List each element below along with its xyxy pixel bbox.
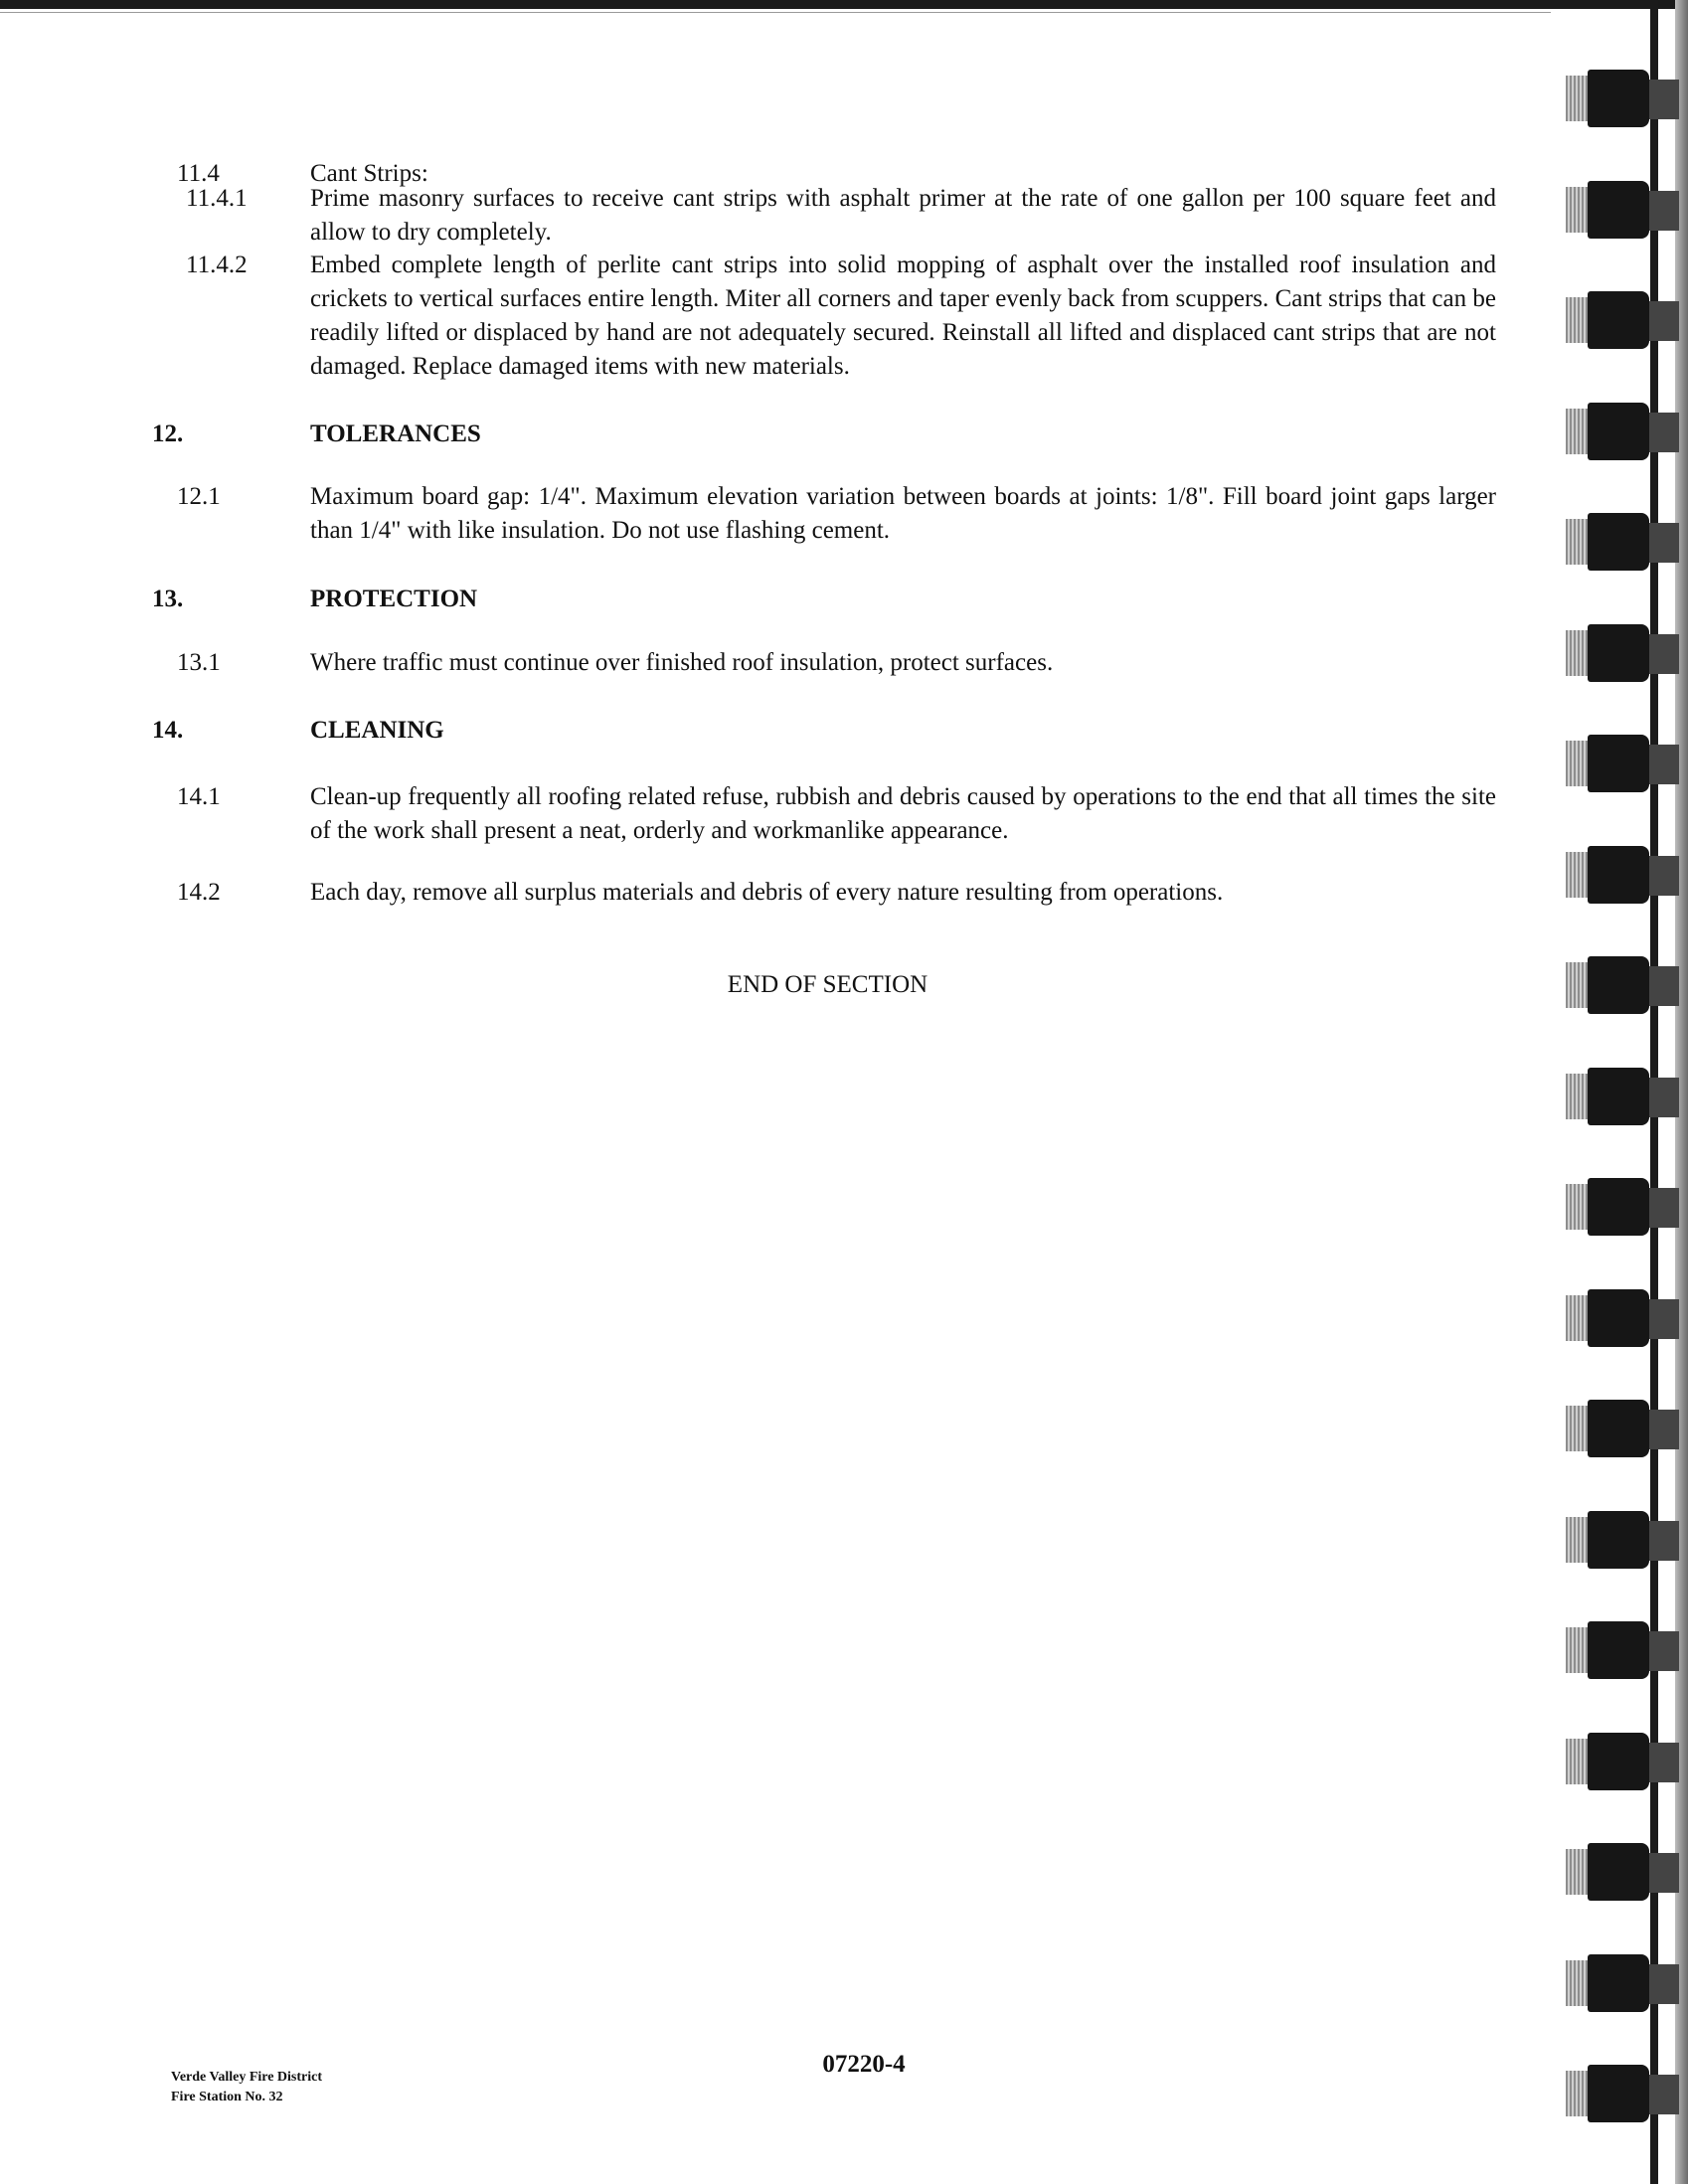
binding-coil-part (1649, 1078, 1679, 1117)
footer-org-line1: Verde Valley Fire District (171, 2070, 323, 2085)
section-title: CLEANING (310, 717, 444, 744)
binding-coil-part (1588, 291, 1649, 349)
item-number: 11.4.1 (186, 185, 248, 212)
binding-coil-part (1649, 745, 1679, 784)
binding-coil (1566, 1733, 1685, 1790)
binding-coil-part (1588, 513, 1649, 571)
item-text: Maximum board gap: 1/4". Maximum elevation variation between boards at joints: 1/8". Fill board joint gaps larger than 1/4" with like insulation. Do not use flashing cement. (310, 483, 1496, 544)
item-text: Each day, remove all surplus materials and debris of every nature resulting from operations. (310, 879, 1224, 906)
binding-coil (1566, 1289, 1685, 1347)
binding-coil (1566, 1621, 1685, 1679)
end-of-section: END OF SECTION (727, 971, 928, 998)
section-number: 13. (152, 586, 184, 612)
binding-coil (1566, 181, 1685, 239)
binding-coil-part (1649, 966, 1679, 1006)
binding-coil (1566, 1843, 1685, 1901)
binding-coil (1566, 1068, 1685, 1125)
subsection-number: 11.4 (177, 160, 220, 187)
section-title: PROTECTION (310, 586, 478, 612)
item-text: Clean-up frequently all roofing related refuse, rubbish and debris caused by operations to the end that all times the site of the work shall present a neat, orderly and workmanlike appearance. (310, 783, 1496, 844)
item-text: Prime masonry surfaces to receive cant strips with asphalt primer at the rate of one gallon per 100 square feet and allow to dry completely. (310, 185, 1496, 246)
binding-coil-part (1649, 856, 1679, 896)
spiral-binding (1556, 0, 1688, 2184)
binding-coil (1566, 291, 1685, 349)
binding-coil-part (1588, 735, 1649, 792)
binding-coil (1566, 403, 1685, 460)
binding-coil-part (1649, 1853, 1679, 1893)
binding-coil-part (1588, 1289, 1649, 1347)
section-number: 14. (152, 717, 184, 744)
binding-coil-part (1588, 1511, 1649, 1569)
binding-coil-part (1588, 956, 1649, 1014)
section-number: 12. (152, 420, 184, 447)
binding-coil-part (1649, 80, 1679, 119)
binding-coil-part (1649, 523, 1679, 563)
binding-coil-part (1649, 1410, 1679, 1449)
binding-coil-part (1588, 1068, 1649, 1125)
binding-coil-part (1649, 634, 1679, 674)
binding-coil-part (1649, 1631, 1679, 1671)
binding-coil-part (1649, 1964, 1679, 2004)
binding-coil-part (1649, 191, 1679, 231)
binding-coil-part (1649, 301, 1679, 341)
subsection-title: Cant Strips: (310, 160, 428, 187)
item-number: 14.1 (177, 783, 221, 810)
binding-coil-part (1588, 70, 1649, 127)
binding-coil-part (1588, 1621, 1649, 1679)
item-number: 13.1 (177, 649, 221, 676)
binding-coil (1566, 1511, 1685, 1569)
item-number: 11.4.2 (186, 252, 248, 278)
binding-coil (1566, 956, 1685, 1014)
page-number: 07220-4 (822, 2051, 906, 2078)
binding-coil-part (1649, 2075, 1679, 2114)
binding-coil (1566, 1954, 1685, 2012)
item-number: 12.1 (177, 483, 221, 510)
binding-coil (1566, 624, 1685, 682)
item-text: Where traffic must continue over finished roof insulation, protect surfaces. (310, 649, 1054, 676)
binding-coil-part (1588, 1733, 1649, 1790)
binding-coil (1566, 2065, 1685, 2122)
binding-coil (1566, 1178, 1685, 1236)
binding-coil (1566, 735, 1685, 792)
binding-coil-part (1649, 1299, 1679, 1339)
binding-coil-part (1649, 1743, 1679, 1782)
binding-coil-part (1649, 413, 1679, 452)
binding-coil-part (1649, 1188, 1679, 1228)
binding-coil-part (1588, 1400, 1649, 1457)
binding-coil (1566, 846, 1685, 904)
binding-coil-part (1649, 1521, 1679, 1561)
item-number: 14.2 (177, 879, 221, 906)
binding-coil-part (1588, 403, 1649, 460)
binding-coil-part (1588, 846, 1649, 904)
binding-coil-part (1588, 1954, 1649, 2012)
item-text: Embed complete length of perlite cant strips into solid mopping of asphalt over the installed roof insulation and crickets to vertical surfaces entire length. Miter all corners and taper evenly back from scuppers. Cant strips that can be readily lifted or displaced by hand are not adequately secured. Reinstall all lifted and displaced cant strips that are not damaged. Replace damaged items with new materials. (310, 252, 1496, 380)
footer-org-line2: Fire Station No. 32 (171, 2090, 283, 2104)
binding-coil (1566, 70, 1685, 127)
section-title: TOLERANCES (310, 420, 481, 447)
binding-coil-part (1588, 181, 1649, 239)
binding-coil-part (1588, 624, 1649, 682)
binding-coil-part (1588, 2065, 1649, 2122)
binding-coil (1566, 513, 1685, 571)
binding-coil-part (1588, 1843, 1649, 1901)
binding-coil (1566, 1400, 1685, 1457)
binding-coil-part (1588, 1178, 1649, 1236)
